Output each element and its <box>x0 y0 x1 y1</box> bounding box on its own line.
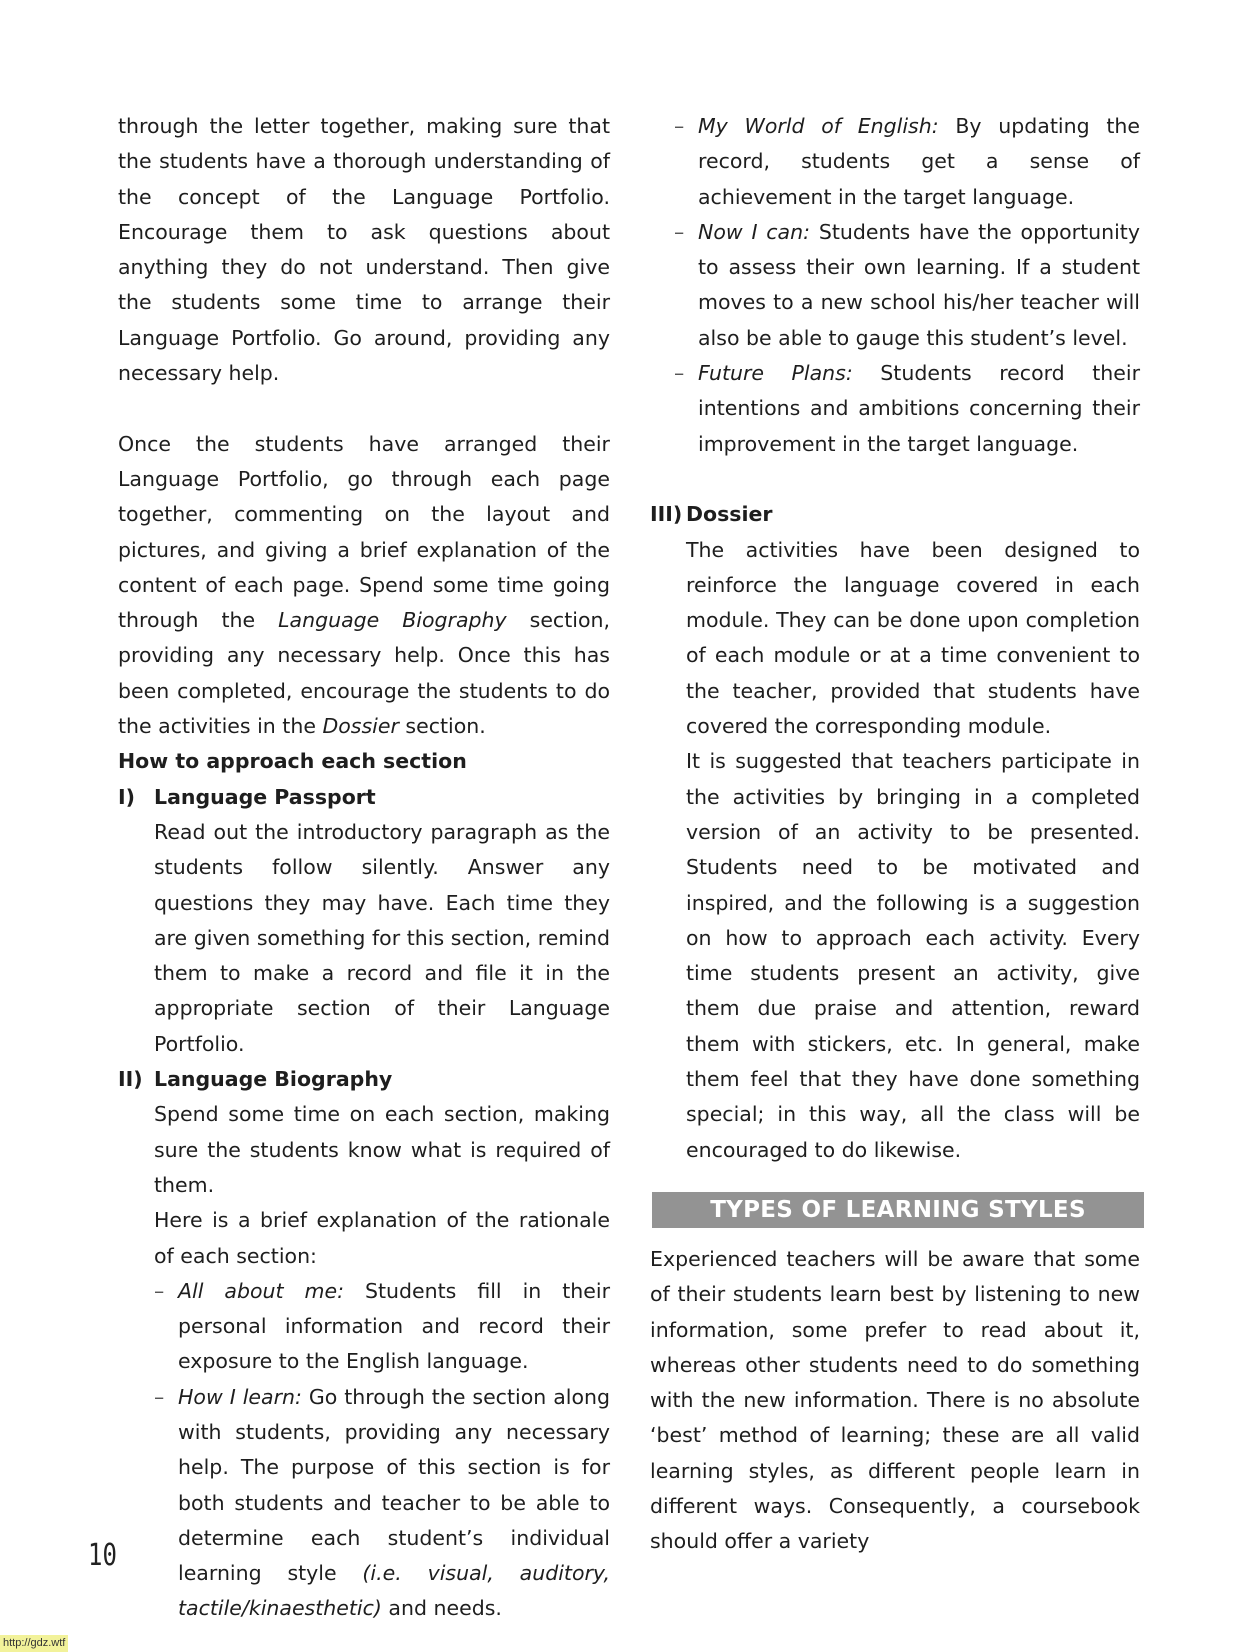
bullet-how-i-learn <box>154 1380 610 1627</box>
portfolio-text-c: section. <box>398 714 486 739</box>
bullet-text-end: and needs. <box>381 1596 502 1621</box>
portfolio-paragraph <box>118 427 610 745</box>
section-3-number: III) <box>650 502 683 527</box>
portfolio-text-a: Once the students have arranged their Language Portfolio, go through each page together, commenting on the layout and pictures, and giving a brief explanation of the content of each page. Spend some time going through the <box>118 431 610 633</box>
section-3-text-1: The activities have been designed to reinforce the language covered in each module. They can be done upon completion of each module or at a time convenient to the teacher, provided that students have covered the corresponding module. <box>686 537 1140 739</box>
bullet-dash: – <box>674 219 685 244</box>
page-number: 10 <box>88 1538 117 1573</box>
learning-styles-banner: TYPES OF LEARNING STYLES <box>652 1192 1144 1228</box>
bullet-label: All about me: <box>178 1278 344 1303</box>
section-1-text: Read out the introductory paragraph as the students follow silently. Answer any questions they may have. Each time they are given something for this section, remind them to make a record and file it in the appropriate section of their Language Portfolio. <box>154 819 610 1056</box>
section-2-text-1: Spend some time on each section, making sure the students know what is required of them. <box>154 1102 610 1197</box>
section-1-heading <box>118 780 610 815</box>
section-1-number: I) <box>118 784 135 809</box>
watermark-link[interactable]: http://gdz.wtf <box>0 1635 68 1652</box>
section-3-title: Dossier <box>686 502 773 527</box>
bullet-text: By updating the record, students get a sense of achievement in the target language. <box>698 114 1140 209</box>
bullet-text: Go through the section along with students, providing any necessary help. The purpose of this section is for both students and teacher to be able to determine each student’s individual learning style <box>178 1384 610 1586</box>
section-2-title: Language Biography <box>154 1067 393 1092</box>
bullet-label: Now I can: <box>698 219 811 244</box>
portfolio-text-b: section, providing any necessary help. Once this has been completed, encourage the students to do the activities in the <box>118 608 610 739</box>
paragraph-gap <box>118 391 610 426</box>
bullet-now-i-can <box>674 215 1140 356</box>
biography-bullets-continued <box>650 109 1140 462</box>
left-column <box>118 109 610 1627</box>
bullet-dash: – <box>674 361 685 386</box>
section-2-text-2: Here is a brief explanation of the rationale of each section: <box>154 1208 610 1268</box>
right-column <box>650 109 1140 1560</box>
intro-paragraph: through the letter together, making sure that the students have a thorough understanding of the concept of the Language Portfolio. Encourage them to ask questions about anything they do not understand. Then give the students some time to arrange their Language Portfolio. Go around, providing any necessary help. <box>118 114 610 386</box>
bullet-label: Future Plans: <box>698 361 853 386</box>
language-biography-emphasis: Language Biography <box>278 608 507 633</box>
bullet-dash: – <box>154 1384 165 1409</box>
bullet-dash: – <box>154 1278 165 1303</box>
section-2-number: II) <box>118 1067 143 1092</box>
bullet-my-world-of-english <box>674 109 1140 215</box>
paragraph-gap <box>650 462 1140 497</box>
bullet-text: Students fill in their personal information and record their exposure to the English language. <box>178 1278 611 1374</box>
learning-styles-emphasis: (i.e. visual, auditory, tactile/kinaesthetic) <box>178 1561 610 1621</box>
section-3-heading <box>650 497 1140 532</box>
bullet-future-plans <box>674 356 1140 462</box>
bullet-text: Students record their intentions and ambitions concerning their improvement in the target language. <box>698 361 1140 456</box>
section-2-heading <box>118 1062 610 1097</box>
bullet-text: Students have the opportunity to assess their own learning. If a student moves to a new school his/her teacher will also be able to gauge this student’s level. <box>698 219 1140 350</box>
learning-styles-paragraph: Experienced teachers will be aware that some of their students learn best by listening to new information, some prefer to read about it, whereas other students need to do something with the new information. There is no absolute ‘best’ method of learning; these are all valid learning styles, as different people learn in different ways. Consequently, a coursebook should offer a variety <box>650 1246 1140 1554</box>
section-1-title: Language Passport <box>154 784 376 809</box>
bullet-label: How I learn: <box>178 1384 302 1409</box>
bullet-all-about-me <box>154 1274 610 1380</box>
section-3-text-2: It is suggested that teachers participate in the activities by bringing in a completed version of an activity to be presented. Students need to be motivated and inspired, and the following is a suggestion on how to approach each activity. Every time students present an activity, give them due praise and attention, reward them with stickers, etc. In general, make them feel that they have done something special; in this way, all the class will be encouraged to do likewise. <box>686 749 1140 1162</box>
bullet-label: My World of English: <box>698 114 939 138</box>
how-to-approach-heading: How to approach each section <box>118 749 467 774</box>
dossier-emphasis: Dossier <box>322 714 399 739</box>
bullet-dash: – <box>674 114 685 138</box>
section-2-bullets <box>118 1274 610 1627</box>
